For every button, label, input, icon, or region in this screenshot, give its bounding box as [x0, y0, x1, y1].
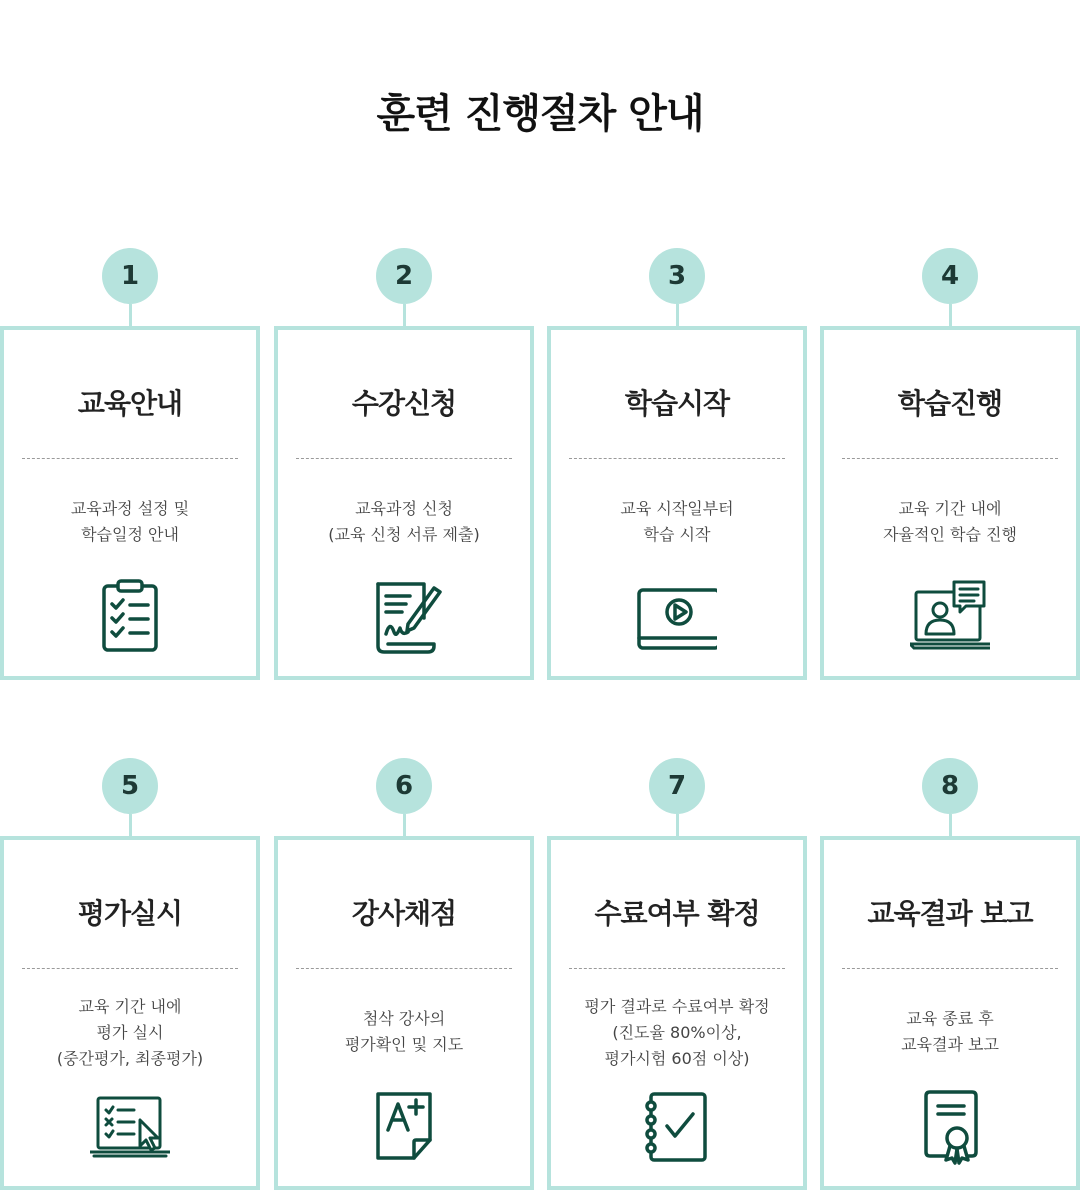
- divider: [296, 458, 512, 459]
- step-card: [547, 836, 807, 1190]
- step-title: 강사채점: [351, 897, 457, 930]
- step-title: 교육안내: [77, 387, 183, 420]
- step-number-badge: 8: [922, 758, 978, 814]
- step-connector: [403, 304, 406, 326]
- step-description: [4, 496, 256, 548]
- desc-line: (중간평가, 최종평가): [56, 1049, 204, 1068]
- step-card: [0, 326, 260, 680]
- document-signature-icon: [364, 576, 444, 656]
- desc-line: 학습일정 안내: [81, 525, 179, 544]
- step-title: 학습진행: [897, 387, 1003, 420]
- notebook-check-icon: [637, 1086, 717, 1166]
- step-connector: [129, 814, 132, 836]
- step-number-badge: 4: [922, 248, 978, 304]
- step-5: [0, 758, 260, 1134]
- desc-line: 교육결과 보고: [901, 1035, 999, 1054]
- desc-line: 평가 실시: [96, 1023, 164, 1042]
- step-number-badge: 3: [649, 248, 705, 304]
- graded-paper-icon: [364, 1086, 444, 1166]
- video-play-icon: [637, 576, 717, 656]
- step-connector: [403, 814, 406, 836]
- divider: [842, 458, 1058, 459]
- divider: [569, 458, 785, 459]
- step-description: [824, 496, 1076, 548]
- desc-line: 교육 시작일부터: [620, 499, 734, 518]
- step-title: 교육결과 보고: [867, 897, 1033, 930]
- desc-line: 자율적인 학습 진행: [883, 525, 1017, 544]
- divider: [22, 458, 238, 459]
- step-4: [820, 248, 1080, 624]
- step-number-badge: 7: [649, 758, 705, 814]
- step-description: [551, 496, 803, 548]
- certificate-icon: [910, 1086, 990, 1166]
- desc-line: (진도율 80%이상,: [612, 1023, 742, 1042]
- desc-line: (교육 신청 서류 제출): [328, 525, 480, 544]
- divider: [569, 968, 785, 969]
- desc-line: 학습 시작: [643, 525, 711, 544]
- step-2: [274, 248, 534, 624]
- desc-line: 교육 기간 내에: [898, 499, 1002, 518]
- clipboard-checklist-icon: [90, 576, 170, 656]
- page-title: 훈련 진행절차 안내: [376, 91, 704, 137]
- desc-line: 교육 종료 후: [906, 1009, 994, 1028]
- step-description: [278, 1006, 530, 1058]
- step-number-badge: 6: [376, 758, 432, 814]
- step-8: [820, 758, 1080, 1134]
- step-number-badge: 1: [102, 248, 158, 304]
- divider: [22, 968, 238, 969]
- step-1: [0, 248, 260, 624]
- step-6: [274, 758, 534, 1134]
- step-card: [274, 326, 534, 680]
- online-lecture-icon: [910, 576, 990, 656]
- step-description: [278, 496, 530, 548]
- desc-line: 교육 기간 내에: [78, 997, 182, 1016]
- desc-line: 평가시험 60점 이상): [604, 1049, 750, 1068]
- step-card: [547, 326, 807, 680]
- step-card: [0, 836, 260, 1190]
- step-card: [820, 836, 1080, 1190]
- step-7: [547, 758, 807, 1134]
- step-connector: [949, 814, 952, 836]
- divider: [842, 968, 1058, 969]
- desc-line: 첨삭 강사의: [362, 1009, 446, 1028]
- step-connector: [676, 304, 679, 326]
- divider: [296, 968, 512, 969]
- step-title: 학습시작: [624, 387, 730, 420]
- step-3: [547, 248, 807, 624]
- step-connector: [129, 304, 132, 326]
- desc-line: 평가확인 및 지도: [344, 1035, 464, 1054]
- step-description: [551, 994, 803, 1072]
- desc-line: 평가 결과로 수료여부 확정: [584, 997, 770, 1016]
- step-description: [4, 994, 256, 1072]
- step-card: [820, 326, 1080, 680]
- step-number-badge: 5: [102, 758, 158, 814]
- step-connector: [676, 814, 679, 836]
- desc-line: 교육과정 신청: [355, 499, 453, 518]
- step-title: 수료여부 확정: [594, 897, 760, 930]
- step-title: 수강신청: [351, 387, 457, 420]
- step-card: [274, 836, 534, 1190]
- step-title: 평가실시: [77, 897, 183, 930]
- online-test-icon: [90, 1086, 170, 1166]
- step-connector: [949, 304, 952, 326]
- desc-line: 교육과정 설정 및: [70, 499, 190, 518]
- step-number-badge: 2: [376, 248, 432, 304]
- step-description: [824, 1006, 1076, 1058]
